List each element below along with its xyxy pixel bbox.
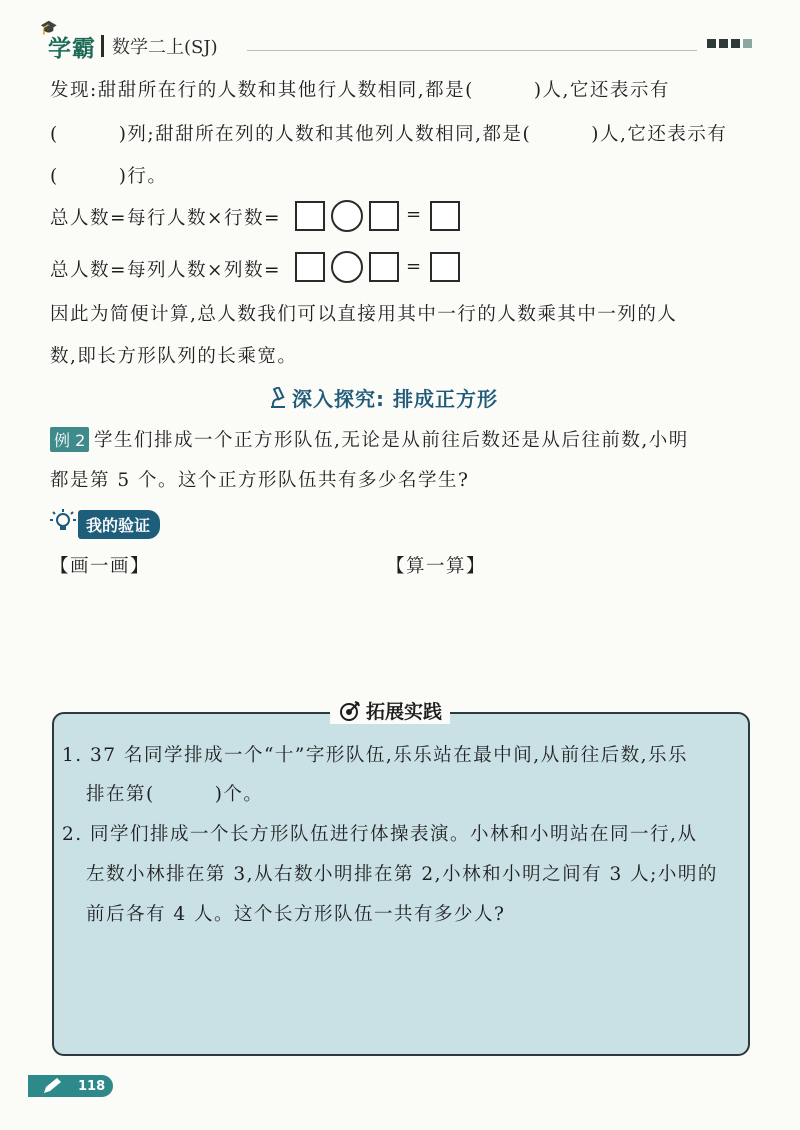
header-divider xyxy=(101,35,104,57)
practice-q2-line-2: 左数小林排在第 3,从右数小明排在第 2,小林和小明之间有 3 人;小明的 xyxy=(86,864,718,885)
header-rule xyxy=(247,50,697,51)
draw-label: 【画一画】 xyxy=(50,556,151,577)
discovery-line-3: ( )行。 xyxy=(50,166,168,187)
microscope-icon xyxy=(268,387,288,409)
verify-title: 我的验证 xyxy=(78,510,160,539)
row-formula-label: 总人数=每行人数×行数= xyxy=(50,208,282,229)
conclusion-line-1: 因此为简便计算,总人数我们可以直接用其中一行的人数乘其中一列的人 xyxy=(50,304,678,325)
page-number: 118 xyxy=(78,1078,106,1094)
practice-q2-line-3: 前后各有 4 人。这个长方形队伍一共有多少人? xyxy=(86,904,506,925)
discovery-line-2: ( )列;甜甜所在列的人数和其他列人数相同,都是( )人,它还表示有 xyxy=(50,124,728,145)
example-line-1: 学生们排成一个正方形队伍,无论是从前往后数还是从后往前数,小明 xyxy=(94,430,689,451)
answer-box[interactable] xyxy=(369,201,399,231)
logo-text: 学霸 xyxy=(48,36,96,62)
header-decoration xyxy=(707,39,752,48)
answer-box[interactable] xyxy=(295,201,325,231)
section-title-text: 深入探究: 排成正方形 xyxy=(292,387,498,411)
section-title xyxy=(268,383,498,412)
page-number-badge xyxy=(28,1075,113,1097)
col-formula-label: 总人数=每列人数×列数= xyxy=(50,260,282,281)
discovery-line-1: 发现:甜甜所在行的人数和其他行人数相同,都是( )人,它还表示有 xyxy=(50,80,670,101)
example-line-2: 都是第 5 个。这个正方形队伍共有多少名学生? xyxy=(50,470,470,491)
practice-title-text: 拓展实践 xyxy=(366,701,443,723)
practice-q1-line-1: 1. 37 名同学排成一个“十”字形队伍,乐乐站在最中间,从前往后数,乐乐 xyxy=(62,745,689,766)
practice-q1-line-2: 排在第( )个。 xyxy=(86,784,264,805)
book-logo xyxy=(40,20,96,63)
lightbulb-icon xyxy=(50,508,76,538)
example-badge: 例 2 xyxy=(50,427,89,452)
book-subtitle: 数学二上(SJ) xyxy=(112,37,218,58)
operator-circle[interactable] xyxy=(331,251,363,283)
practice-title xyxy=(330,697,450,724)
answer-box[interactable] xyxy=(430,252,460,282)
answer-box[interactable] xyxy=(369,252,399,282)
conclusion-line-2: 数,即长方形队列的长乘宽。 xyxy=(50,346,298,367)
equals-sign: = xyxy=(406,256,422,277)
target-icon xyxy=(338,700,360,722)
equals-sign: = xyxy=(406,204,422,225)
graduation-cap-icon: 🎓 xyxy=(40,20,59,36)
calc-label: 【算一算】 xyxy=(386,556,487,577)
practice-q2-line-1: 2. 同学们排成一个长方形队伍进行体操表演。小林和小明站在同一行,从 xyxy=(62,824,698,845)
answer-box[interactable] xyxy=(295,252,325,282)
pencil-icon xyxy=(42,1077,64,1095)
operator-circle[interactable] xyxy=(331,200,363,232)
answer-box[interactable] xyxy=(430,201,460,231)
